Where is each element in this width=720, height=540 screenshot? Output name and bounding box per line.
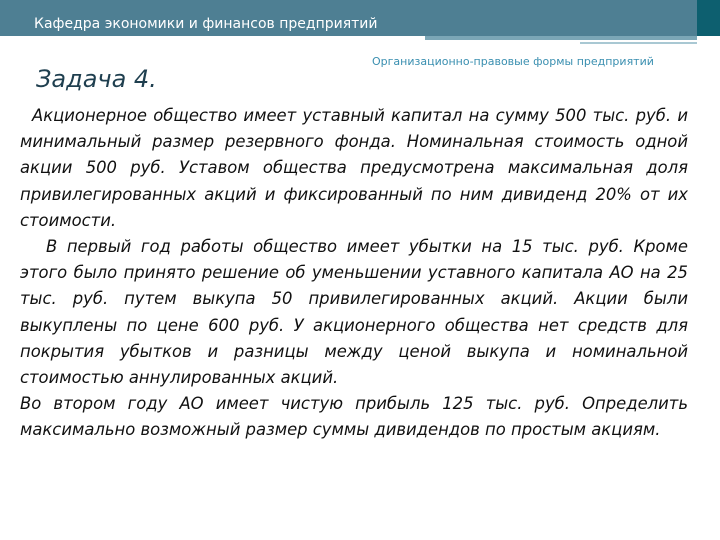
header-accent-block <box>697 0 720 36</box>
problem-text <box>20 103 688 444</box>
department-name: Кафедра экономики и финансов предприятий <box>34 16 378 32</box>
decorative-rule-thin <box>580 42 697 44</box>
problem-paragraph: Во втором году АО имеет чистую прибыль 125 тыс. руб. Определить максимально возможный размер суммы дивидендов по простым акциям. <box>20 394 688 440</box>
decorative-rule <box>425 36 697 40</box>
page-title: Задача 4. <box>36 65 157 93</box>
section-subtitle: Организационно-правовые формы предприятий <box>372 55 654 68</box>
problem-paragraph: Акционерное общество имеет уставный капитал на сумму 500 тыс. руб. и минимальный размер резервного фонда. Номинальная стоимость одной акции 500 руб. Уставом общества предусмотрена максимальная доля привилегированных акций и фиксированный по ним дивиденд 20% от их стоимости. <box>20 106 688 230</box>
problem-paragraph: В первый год работы общество имеет убытки на 15 тыс. руб. Кроме этого было принято решение об уменьшении уставного капитала АО на 25 тыс. руб. путем выкупа 50 привилегированных акций. Акции были выкуплены по цене 600 руб. У акционерного общества нет средств для покрытия убытков и разницы между ценой выкупа и номинальной стоимостью аннулированных акций. <box>20 237 688 388</box>
